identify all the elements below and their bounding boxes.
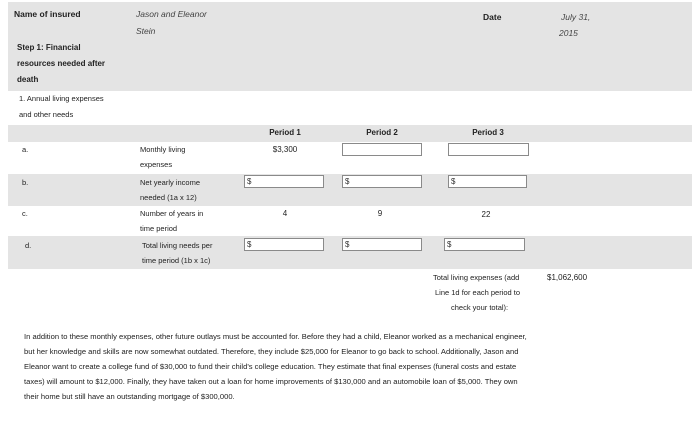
row-b-period2-input[interactable]: [342, 175, 422, 188]
period3-header: Period 3: [472, 128, 504, 137]
row-c-period1-value: 4: [282, 209, 288, 218]
row-c-label-line1: Number of years in: [140, 209, 204, 218]
date-line1: July 31,: [561, 12, 591, 22]
total-value: $1,062,600: [547, 273, 588, 282]
name-of-insured-label: Name of insured: [14, 9, 81, 19]
period1-header: Period 1: [269, 128, 301, 137]
row-a-period2-input[interactable]: [342, 143, 422, 156]
row-d-label-line1: Total living needs per: [142, 241, 213, 250]
row-d-period2-input[interactable]: [342, 238, 422, 251]
narrative-line2: but her knowledge and skills are now somewhat outdated. Therefore, they include $25,000 for Eleanor to go back to school. Additionally, Jason and: [24, 347, 519, 356]
date-label: Date: [483, 12, 502, 22]
total-label-line2: Line 1d for each period to: [435, 288, 521, 297]
row-c-period2-value: 9: [377, 209, 383, 218]
periods-header-band: [8, 125, 692, 142]
row-d-period3-input[interactable]: [444, 238, 525, 251]
total-label-line3: check your total):: [451, 303, 509, 312]
step1-title-line1: Step 1: Financial: [17, 43, 81, 52]
row-d-p3-currency: $: [447, 240, 452, 249]
date-line2: 2015: [559, 28, 578, 38]
row-a-letter: a.: [22, 145, 29, 154]
step1-item-line1: 1. Annual living expenses: [19, 94, 104, 103]
total-label-line1: Total living expenses (add: [433, 273, 520, 282]
row-c-letter: c.: [22, 209, 28, 218]
row-a-label-line2: expenses: [140, 160, 173, 169]
row-d-p1-currency: $: [247, 240, 252, 249]
period2-header: Period 2: [366, 128, 398, 137]
row-b-label-line1: Net yearly income: [140, 178, 201, 187]
step1-band: [8, 40, 692, 91]
narrative-line4: taxes) will amount to $12,000. Finally, they have taken out a loan for home improvements of $130,000 and an automobile loan of $5,000. They own: [24, 377, 518, 386]
row-a-label-line1: Monthly living: [140, 145, 186, 154]
step1-item-line2: and other needs: [19, 110, 74, 119]
narrative-line5: their home but still have an outstanding mortgage of $300,000.: [24, 392, 235, 401]
row-b-letter: b.: [22, 178, 29, 187]
row-b-period1-input[interactable]: [244, 175, 324, 188]
row-a-period3-input[interactable]: [448, 143, 529, 156]
row-d-label-line2: time period (1b x 1c): [142, 256, 211, 265]
row-d-period1-input[interactable]: [244, 238, 324, 251]
row-b-label-line2: needed (1a x 12): [140, 193, 197, 202]
row-a-period1-value: $3,300: [272, 145, 298, 154]
insured-name-line2: Stein: [136, 26, 156, 36]
row-c-period3-value: 22: [481, 210, 491, 219]
row-d-letter: d.: [25, 241, 32, 250]
row-b-p1-currency: $: [247, 177, 252, 186]
step1-title-line3: death: [17, 75, 39, 84]
row-b-p3-currency: $: [451, 177, 456, 186]
row-b-period3-input[interactable]: [448, 175, 527, 188]
row-b-p2-currency: $: [345, 177, 350, 186]
row-d-p2-currency: $: [345, 240, 350, 249]
row-c-label-line2: time period: [140, 224, 178, 233]
step1-title-line2: resources needed after: [17, 59, 106, 68]
narrative-line1: In addition to these monthly expenses, other future outlays must be accounted for. Before they had a child, Eleanor worked as a mechanical engineer,: [24, 332, 527, 341]
narrative-line3: Eleanor want to create a college fund of $30,000 to fund their child's college education. They estimate that final expenses (funeral costs and estate: [24, 362, 517, 371]
insured-name-line1: Jason and Eleanor: [136, 9, 207, 19]
